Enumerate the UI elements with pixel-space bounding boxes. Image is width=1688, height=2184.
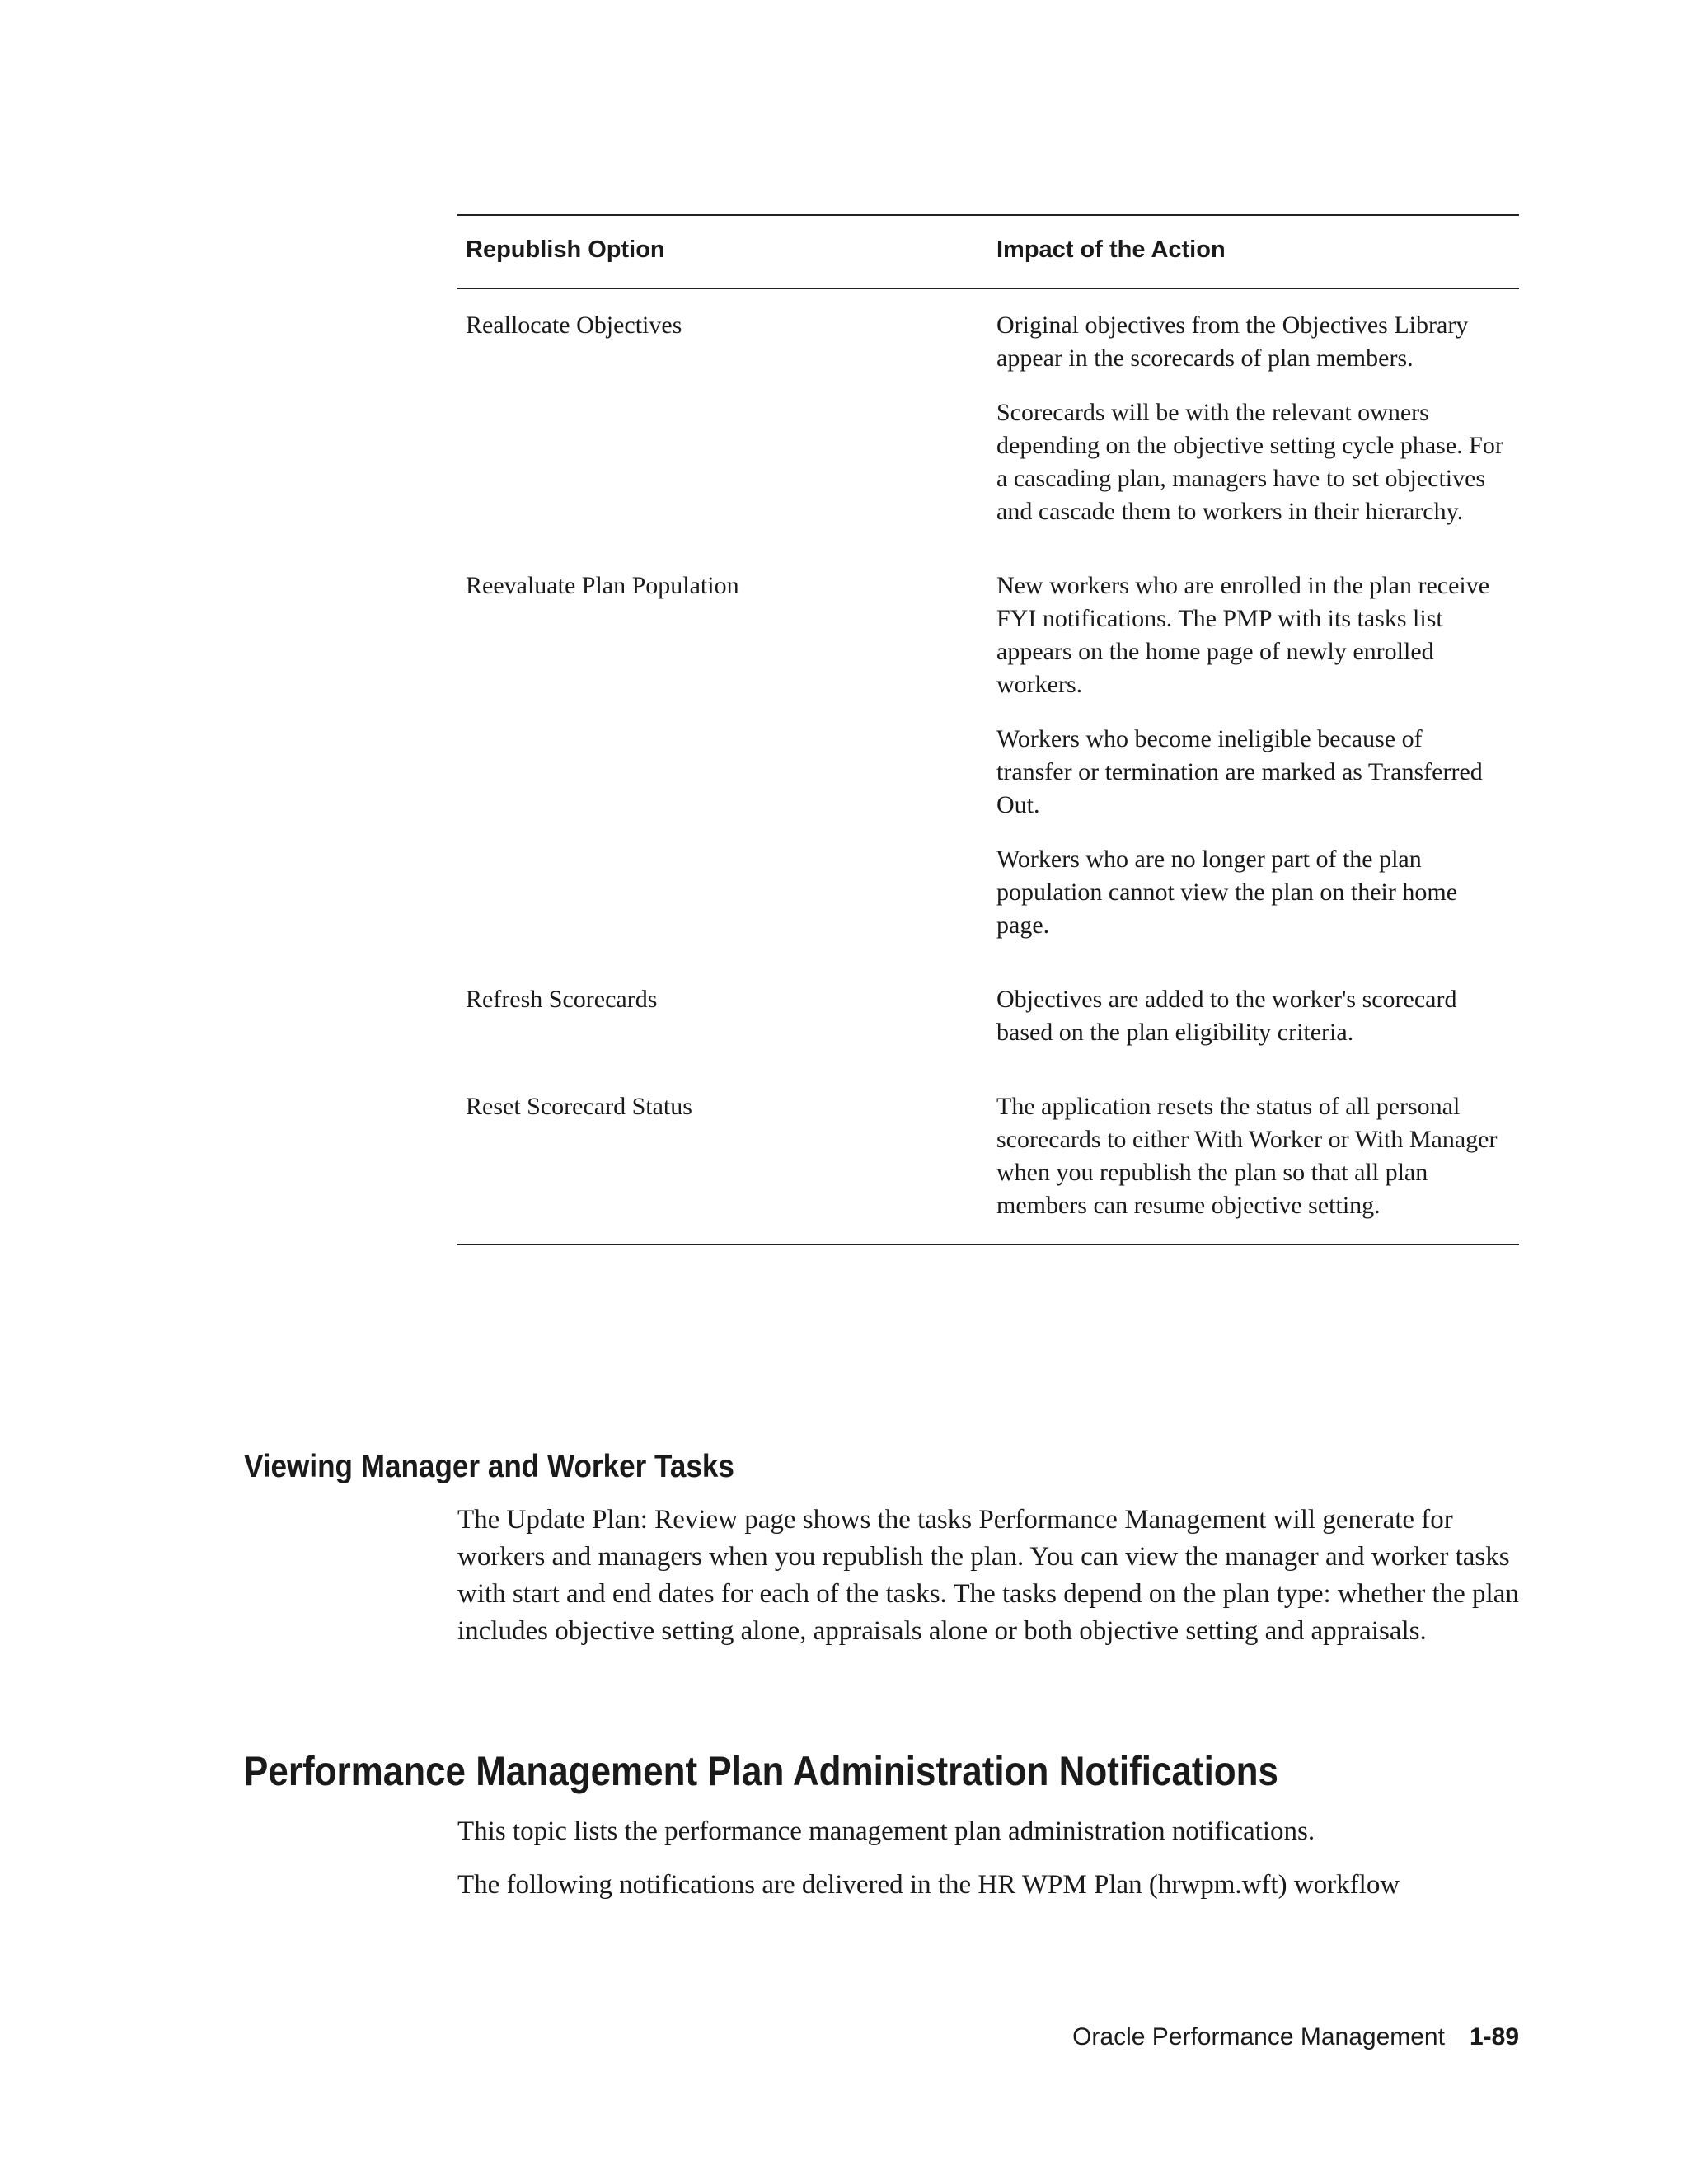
impact-text: Workers who are no longer part of the plan population cannot view the plan on their home page. (996, 845, 1458, 939)
impact-text: Objectives are added to the worker's scorecard based on the plan eligibility criteria. (996, 985, 1457, 1046)
option-cell: Reevaluate Plan Population (466, 571, 739, 599)
column-header-option: Republish Option (457, 215, 988, 288)
impact-text: New workers who are enrolled in the plan receive FYI notifications. The PMP with its tasks list appears on the home page of newly enrolled workers. (996, 571, 1490, 698)
table-row (457, 550, 1519, 963)
impact-text: Scorecards will be with the relevant owners depending on the objective setting cycle phase. For a cascading plan, managers have to set objectives and cascade them to workers in their hierarchy. (996, 398, 1503, 525)
page-number: 1-89 (1469, 2023, 1519, 2050)
table-header-row (457, 215, 1519, 288)
republish-options-table (457, 214, 1519, 1245)
impact-cell (988, 1071, 1519, 1244)
impact-cell (988, 288, 1519, 550)
page-footer (1072, 2023, 1519, 2051)
option-cell: Refresh Scorecards (466, 985, 658, 1013)
notifications-heading: Performance Management Plan Administration Notifications (244, 1748, 1279, 1794)
column-header-impact: Impact of the Action (988, 215, 1519, 288)
option-cell: Reallocate Objectives (466, 311, 682, 339)
notifications-intro-paragraph: This topic lists the performance management plan administration notifications. (457, 1816, 1315, 1846)
notifications-workflow-paragraph: The following notifications are delivered in the HR WPM Plan (hrwpm.wft) workflow (457, 1870, 1400, 1900)
viewing-tasks-paragraph: The Update Plan: Review page shows the tasks Performance Management will generate for workers and managers when you republish the plan. You can view the manager and worker tasks with start and end dates for each of the tasks. The tasks depend on the plan type: whether the plan includes objective setting alone, appraisals alone or both objective setting and appraisals. (457, 1505, 1519, 1646)
table-row (457, 288, 1519, 550)
impact-cell (988, 963, 1519, 1071)
footer-title: Oracle Performance Management (1072, 2023, 1445, 2050)
impact-text: Original objectives from the Objectives Library appear in the scorecards of plan members. (996, 311, 1469, 372)
options-table (457, 214, 1519, 1245)
option-cell: Reset Scorecard Status (457, 1071, 988, 1244)
table-row (457, 963, 1519, 1071)
viewing-tasks-heading: Viewing Manager and Worker Tasks (244, 1449, 734, 1484)
impact-cell (988, 550, 1519, 963)
table-row (457, 1071, 1519, 1244)
impact-text: Workers who become ineligible because of transfer or termination are marked as Transferred Out. (996, 724, 1483, 818)
impact-text: The application resets the status of all personal scorecards to either With Worker or With Manager when you republish the plan so that all plan members can resume objective setting. (996, 1092, 1498, 1219)
